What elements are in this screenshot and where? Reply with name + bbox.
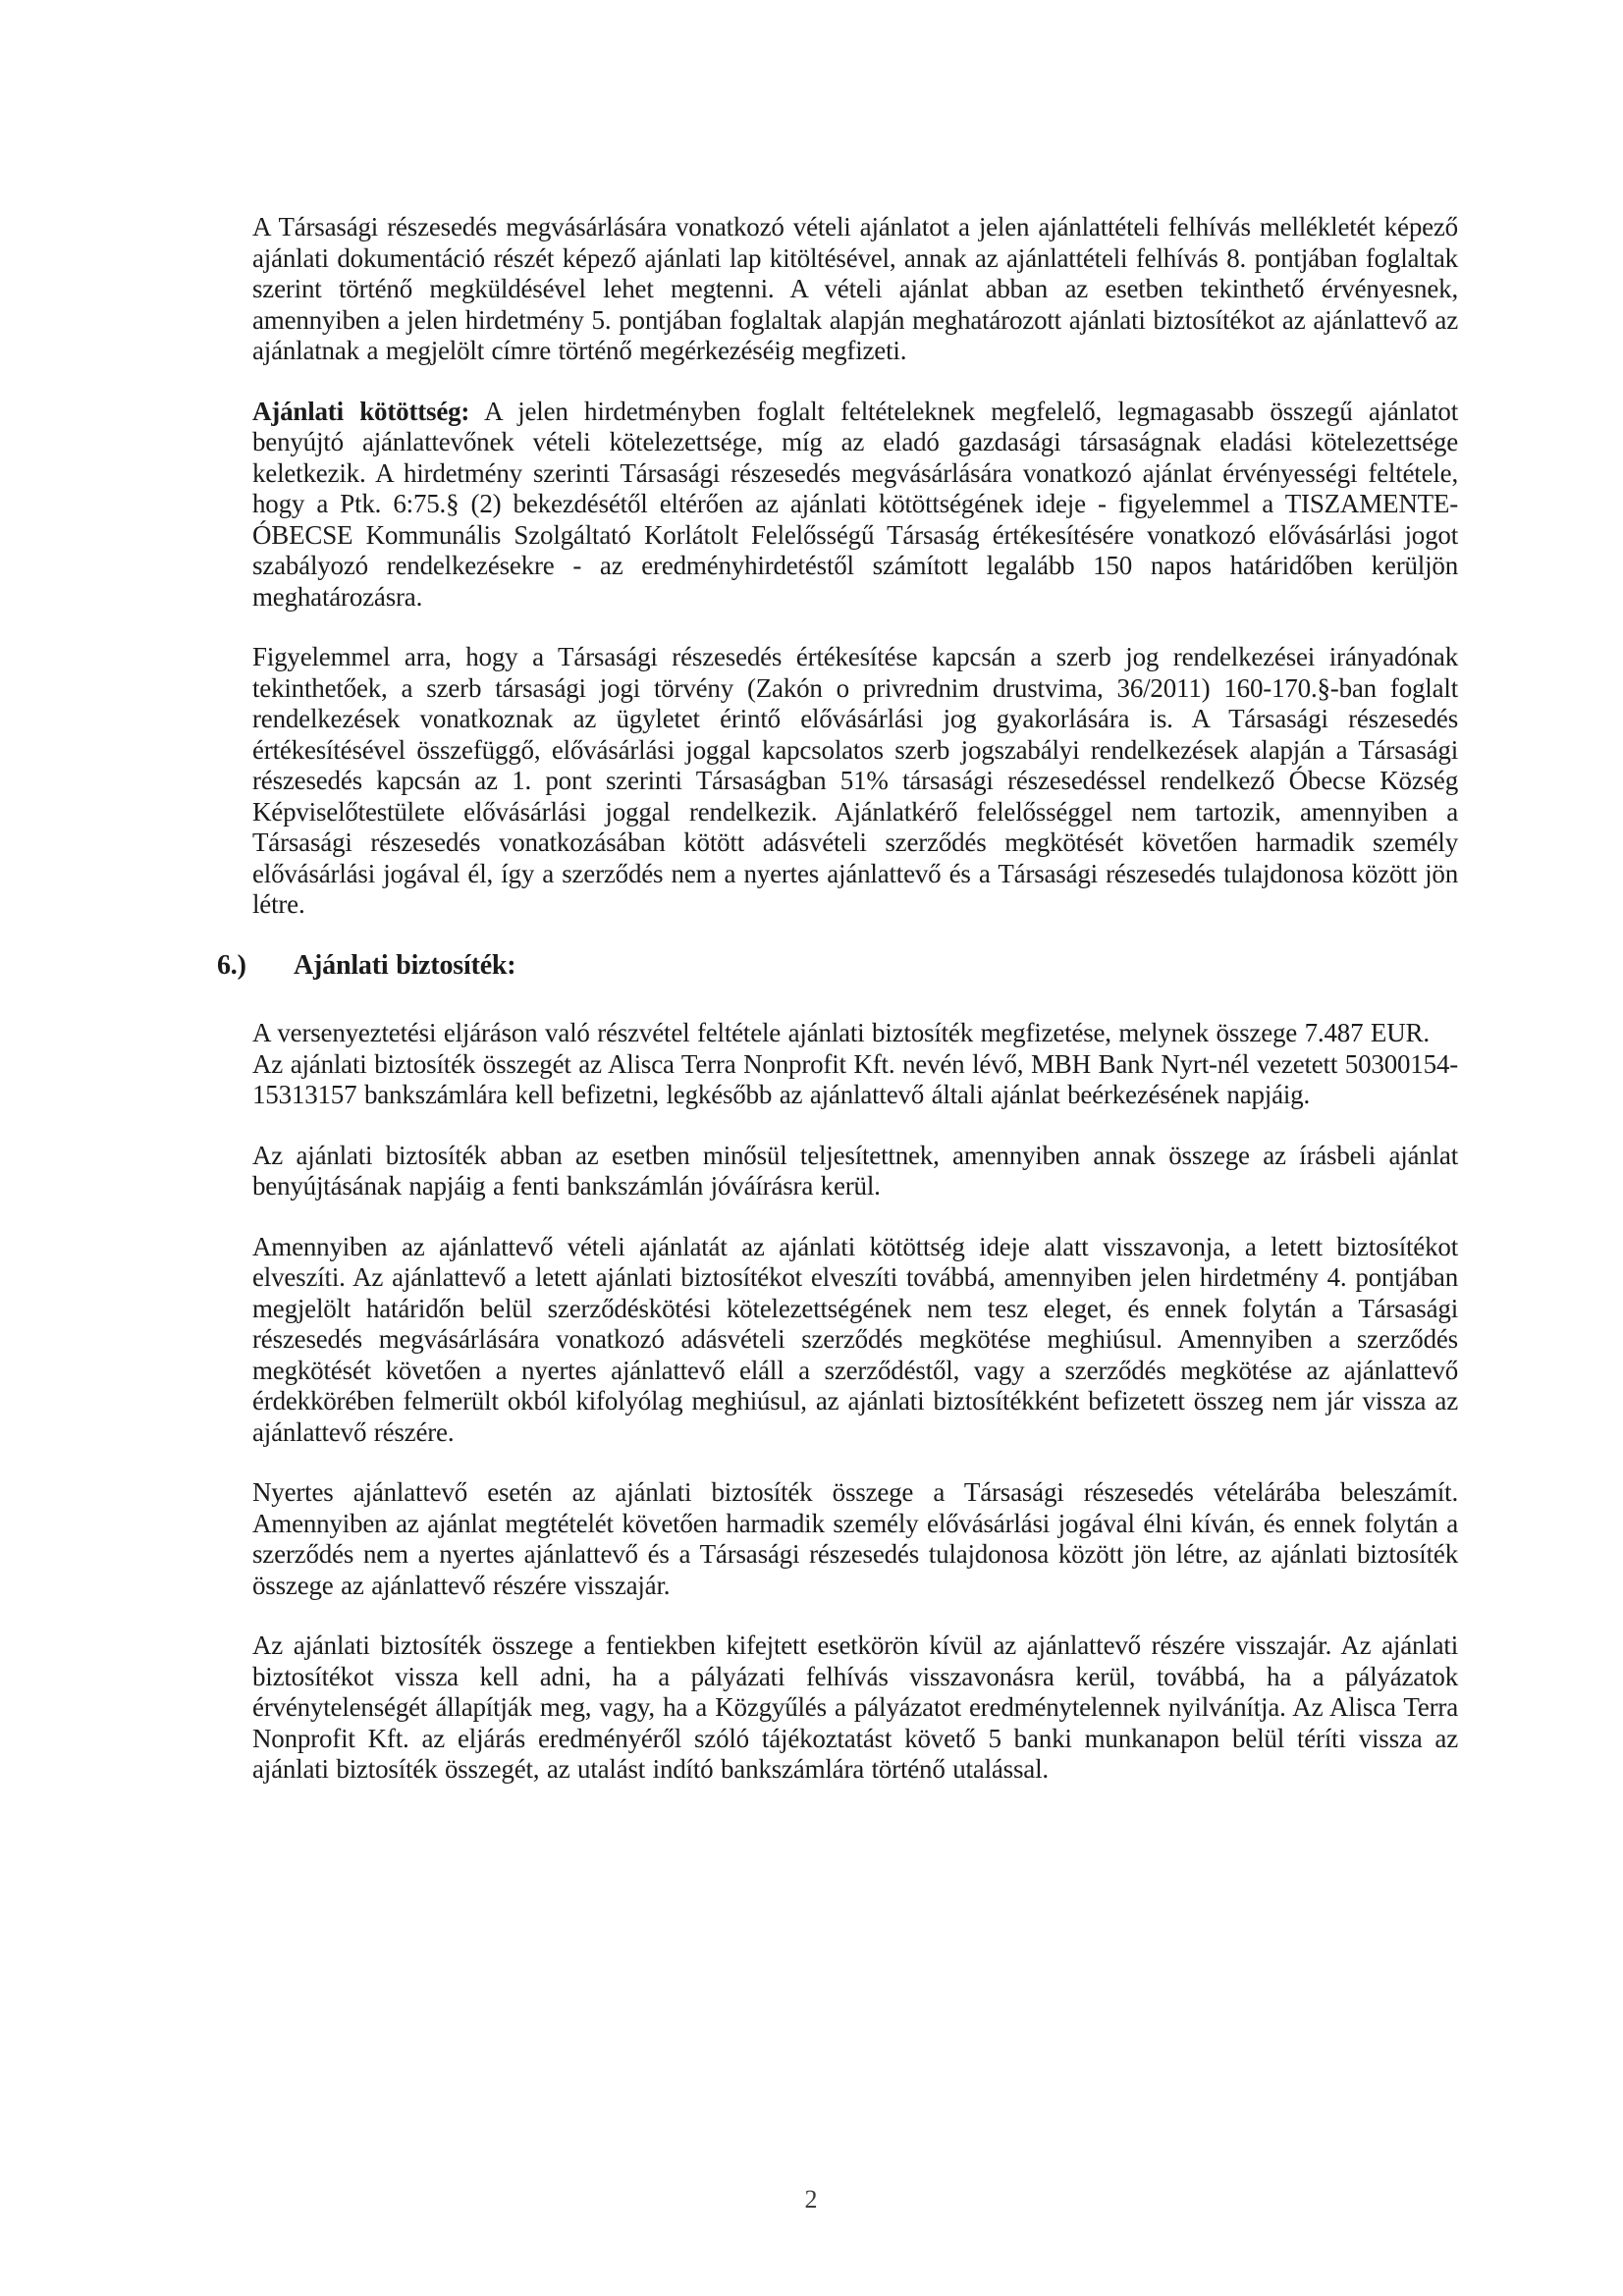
- document-body: [217, 212, 1458, 1815]
- section-number: 6.): [217, 949, 246, 981]
- bid-commitment-text: A jelen hirdetményben foglalt feltételeknek megfelelő, legmagasabb összegű ajánlatot benyújtó ajánlattevőnek vételi kötelezettsége, míg az eladó gazdasági társaságnak eladási kötelezettsége keletkezik. A hirdetmény szerinti Társasági részesedés megvásárlására vonatkozó ajánlat érvényességi feltétele, hogy a Ptk. 6:75.§ (2) bekezdésétől eltérően az ajánlati kötöttségének ideje - figyelemmel a TISZAMENTE-ÓBECSE Kommunális Szolgáltató Korlátolt Felelősségű Társaság értékesítésére vonatkozó elővásárlási jogot szabályozó rendelkezésekre - az eredményhirdetéstől számított legalább 150 napos határidőben kerüljön meghatározásra.: [252, 396, 1458, 612]
- page-footer: [0, 2185, 1623, 2215]
- paragraph-serbian-law: Figyelemmel arra, hogy a Társasági részesedés értékesítése kapcsán a szerb jog rendelkezései irányadónak tekinthetőek, a szerb társasági jogi törvény (Zakón o privrednim drustvima, 36/2011) 160-170.§-ban foglalt rendelkezések vonatkoznak az ügyletet érintő elővásárlási jog gyakorlására is. A Társasági részesedés értékesítésével összefüggő, elővásárlási joggal kapcsolatos szerb jogszabályi rendelkezések alapján a Társasági részesedés kapcsán az 1. pont szerinti Társaságban 51% társasági részesedéssel rendelkező Óbecse Község Képviselőtestülete elővásárlási joggal rendelkezik. Ajánlatkérő felelősséggel nem tartozik, amennyiben a Társasági részesedés vonatkozásában kötött adásvételi szerződés megkötését követően harmadik személy elővásárlási jogával él, így a szerződés nem a nyertes ajánlattevő és a Társasági részesedés tulajdonosa között jön létre.: [252, 642, 1458, 919]
- paragraph-offer-submission: A Társasági részesedés megvásárlására vonatkozó vételi ajánlatot a jelen ajánlattételi felhívás mellékletét képező ajánlati dokumentáció részét képező ajánlati lap kitöltésével, annak az ajánlattételi felhívás 8. pontjában foglaltak szerint történő megküldésével lehet megtenni. A vételi ajánlat abban az esetben tekinthető érvényesnek, amennyiben a jelen hirdetmény 5. pontjában foglaltak alapján meghatározott ajánlati biztosítékot az ajánlattevő az ajánlatnak a megjelölt címre történő megérkezéséig megfizeti.: [252, 212, 1458, 365]
- paragraph-deposit-amount: A versenyeztetési eljáráson való részvétel feltétele ajánlati biztosíték megfizetése, melynek összege 7.487 EUR.: [252, 1018, 1430, 1047]
- page-number: 2: [804, 2185, 819, 2214]
- paragraph-deposit-forfeit: Amennyiben az ajánlattevő vételi ajánlatát az ajánlati kötöttség ideje alatt visszavonja, a letett biztosítékot elveszíti. Az ajánlattevő a letett ajánlati biztosítékot elveszíti továbbá, amennyiben jelen hirdetmény 4. pontjában megjelölt határidőn belül szerződéskötési kötelezettségének nem tesz eleget, és ennek folytán a Társasági részesedés megvásárlására vonatkozó adásvételi szerződés megkötése meghiúsul. Amennyiben a szerződés megkötését követően a nyertes ajánlattevő eláll a szerződéstől, vagy a szerződés megkötése az ajánlattevő érdekkörében felmerült okból kifolyólag meghiúsul, az ajánlati biztosítékként befizetett összeg nem jár vissza az ajánlattevő részére.: [252, 1231, 1458, 1447]
- section-title: Ajánlati biztosíték:: [294, 949, 516, 981]
- paragraph-deposit-details: [252, 1018, 1458, 1111]
- paragraph-deposit-refund: Az ajánlati biztosíték összege a fentiekben kifejtett esetkörön kívül az ajánlattevő részére visszajár. Az ajánlati biztosítékot vissza kell adni, ha a pályázati felhívás visszavonásra kerül, továbbá, ha a pályázatok érvénytelenségét állapítják meg, vagy, ha a Közgyűlés a pályázatot eredménytelennek nyilvánítja. Az Alisca Terra Nonprofit Kft. az eljárás eredményéről szóló tájékoztatást követő 5 banki munkanapon belül téríti vissza az ajánlati biztosíték összegét, az utalást indító bankszámlára történő utalással.: [252, 1630, 1458, 1784]
- paragraph-bid-commitment: [252, 397, 1458, 614]
- paragraph-winner-deposit: Nyertes ajánlattevő esetén az ajánlati biztosíték összege a Társasági részesedés vételárába beleszámít. Amennyiben az ajánlat megtételét követően harmadik személy elővásárlási jogával élni kíván, és ennek folytán a szerződés nem a nyertes ajánlattevő és a Társasági részesedés tulajdonosa között jön létre, az ajánlati biztosíték összege az ajánlattevő részére visszajár.: [252, 1477, 1458, 1600]
- paragraph-deposit-account: Az ajánlati biztosíték összegét az Alisca Terra Nonprofit Kft. nevén lévő, MBH Bank Nyrt-nél vezetett 50300154-15313157 bankszámlára kell befizetni, legkésőbb az ajánlattevő általi ajánlat beérkezésének napjáig.: [252, 1048, 1458, 1109]
- paragraph-deposit-fulfilled: Az ajánlati biztosíték abban az esetben minősül teljesítettnek, amennyiben annak összege az írásbeli ajánlat benyújtásának napjáig a fenti bankszámlán jóváírásra kerül.: [252, 1140, 1458, 1201]
- section-6-heading: [217, 950, 1458, 982]
- bid-commitment-label: Ajánlati kötöttség:: [252, 396, 470, 426]
